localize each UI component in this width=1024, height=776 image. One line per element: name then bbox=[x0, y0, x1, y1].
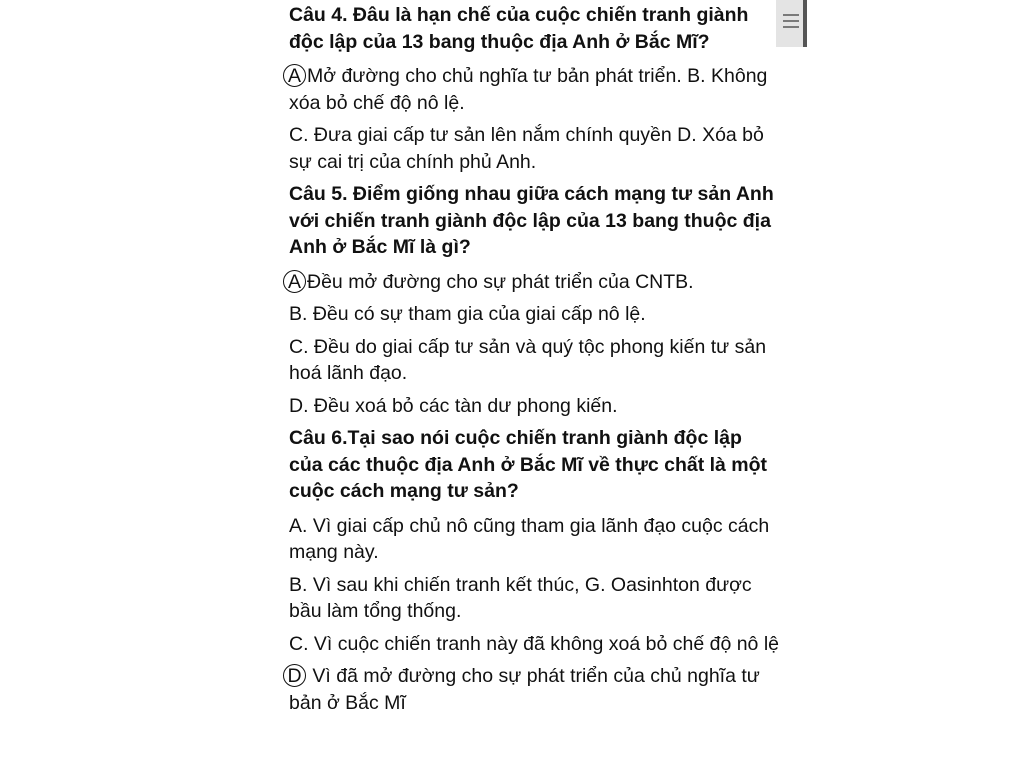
selected-answer-marker: D bbox=[283, 664, 306, 687]
question-6-answer-b: B. Vì sau khi chiến tranh kết thúc, G. Oasinhton được bầu làm tổng thống. bbox=[289, 573, 752, 622]
scroll-handle[interactable] bbox=[776, 0, 807, 47]
question-5-answer-b: B. Đều có sự tham gia của giai cấp nô lệ. bbox=[289, 303, 646, 325]
question-4-title: Câu 4. Đâu là hạn chế của cuộc chiến tranh giành độc lập của 13 bang thuộc địa Anh ở Bắc Mĩ? bbox=[289, 4, 749, 53]
question-5-answer-c: C. Đều do giai cấp tư sản và quý tộc phong kiến tư sản hoá lãnh đạo. bbox=[289, 335, 767, 384]
selected-answer-marker: A bbox=[283, 270, 306, 293]
selected-answer-marker: A bbox=[283, 64, 306, 87]
question-5-answer-a bbox=[289, 269, 779, 296]
question-6-answer-a: A. Vì giai cấp chủ nô cũng tham gia lãnh đạo cuộc cách mạng này. bbox=[289, 514, 770, 563]
document-page bbox=[289, 2, 779, 722]
question-4-answer-a-b bbox=[289, 63, 779, 116]
question-6-answer-c: C. Vì cuộc chiến tranh này đã không xoá bỏ chế độ nô lệ bbox=[289, 632, 779, 655]
answer-text: Vì đã mở đường cho sự phát triển của chủ nghĩa tư bản ở Bắc Mĩ bbox=[289, 665, 760, 714]
question-6-title: Câu 6.Tại sao nói cuộc chiến tranh giành độc lập của các thuộc địa Anh ở Bắc Mĩ về thực chất là một cuộc cách mạng tư sản? bbox=[289, 427, 768, 502]
question-4-answer-c-d: C. Đưa giai cấp tư sản lên nắm chính quyền D. Xóa bỏ sự cai trị của chính phủ Anh. bbox=[289, 124, 764, 173]
answer-text: Mở đường cho chủ nghĩa tư bản phát triển. B. Không xóa bỏ chế độ nô lệ. bbox=[289, 65, 768, 114]
question-5-answer-d: D. Đều xoá bỏ các tàn dư phong kiến. bbox=[289, 394, 618, 417]
answer-text: Đều mở đường cho sự phát triển của CNTB. bbox=[307, 270, 694, 293]
question-6-answer-d bbox=[289, 663, 779, 716]
question-5-title: Câu 5. Điểm giống nhau giữa cách mạng tư sản Anh với chiến tranh giành độc lập của 13 bang thuộc địa Anh ở Bắc Mĩ là gì? bbox=[289, 183, 774, 258]
